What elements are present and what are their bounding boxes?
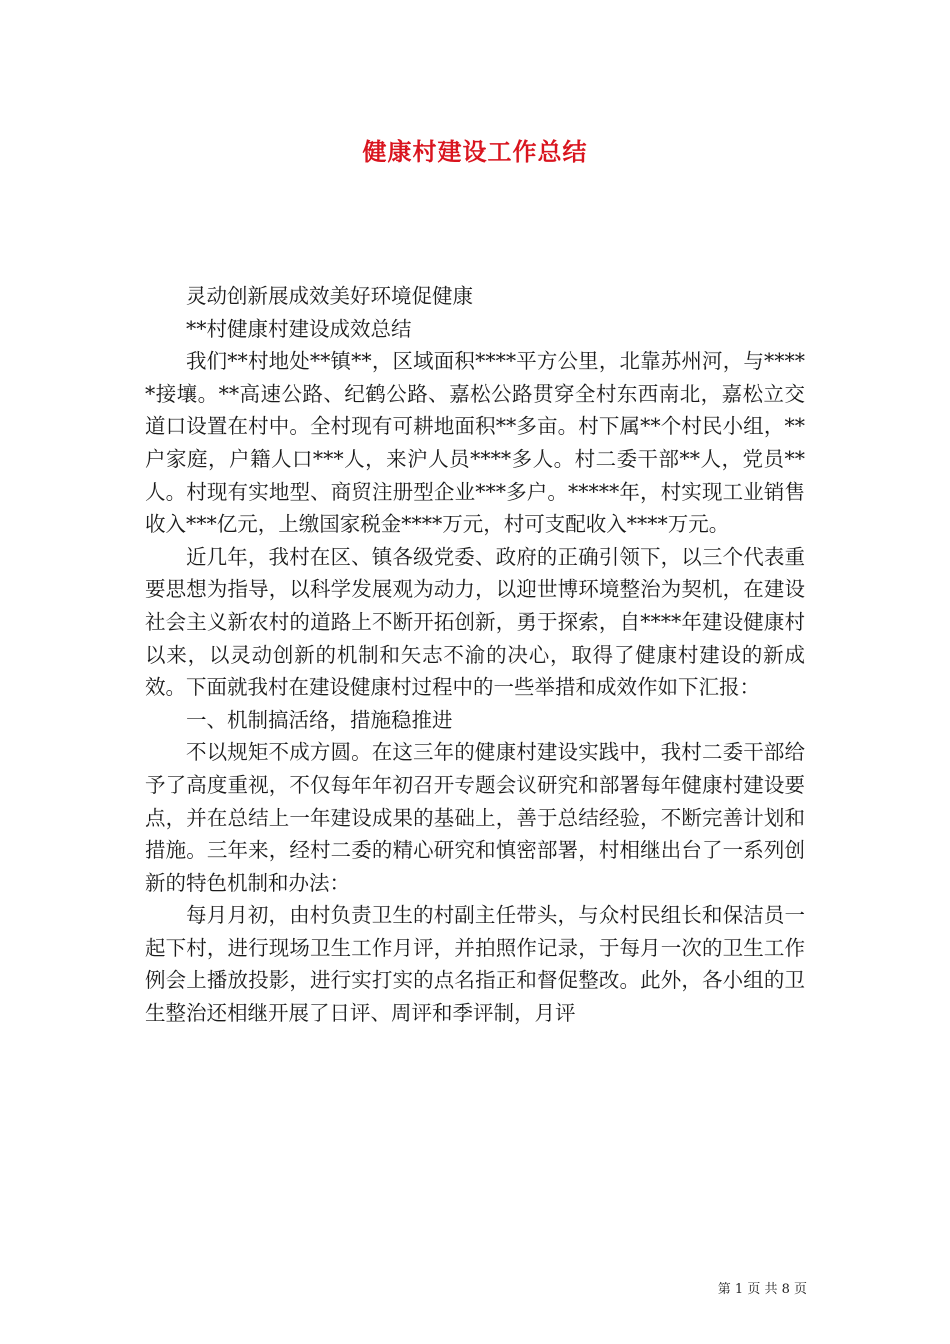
body-paragraph: 近几年，我村在区、镇各级党委、政府的正确引领下，以三个代表重要思想为指导，以科学发展观为动力，以迎世博环境整治为契机，在建设社会主义新农村的道路上不断开拓创新，勇于探索，自****年建设健康村以来，以灵动创新的机制和矢志不渝的决心，取得了健康村建设的新成效。下面就我村在建设健康村过程中的一些举措和成效作如下汇报： [145,544,805,700]
document-body [145,280,805,1030]
document-title: 健康村建设工作总结 [362,137,588,166]
page-number: 第 1 页 共 8 页 [717,1282,807,1297]
body-paragraph: 每月月初，由村负责卫生的村副主任带头，与众村民组长和保洁员一起下村，进行现场卫生工作月评，并拍照作记录，于每月一次的卫生工作例会上播放投影，进行实打实的点名指正和督促整改。此外，各小组的卫生整治还相继开展了日评、周评和季评制，月评 [145,903,805,1026]
body-paragraph: 不以规矩不成方圆。在这三年的健康村建设实践中，我村二委干部给予了高度重视，不仅每年年初召开专题会议研究和部署每年健康村建设要点，并在总结上一年建设成果的基础上，善于总结经验，不断完善计划和措施。三年来，经村二委的精心研究和慎密部署，村相继出台了一系列创新的特色机制和办法： [145,740,805,895]
body-paragraph: 我们**村地处**镇**，区域面积****平方公里，北靠苏州河，与*****接壤。**高速公路、纪鹤公路、嘉松公路贯穿全村东西南北，嘉松立交道口设置在村中。全村现有可耕地面积**多亩。村下属**个村民小组，**户家庭，户籍人口***人，来沪人员****多人。村二委干部**人，党员**人。村现有实地型、商贸注册型企业***多户。*****年，村实现工业销售收入***亿元，上缴国家税金****万元，村可支配收入****万元。 [145,349,805,537]
section-heading: 一、机制搞活络，措施稳推进 [186,707,453,732]
subtitle-line: 灵动创新展成效美好环境促健康 [186,284,473,308]
subtitle-line: **村健康村建设成效总结 [186,316,412,341]
